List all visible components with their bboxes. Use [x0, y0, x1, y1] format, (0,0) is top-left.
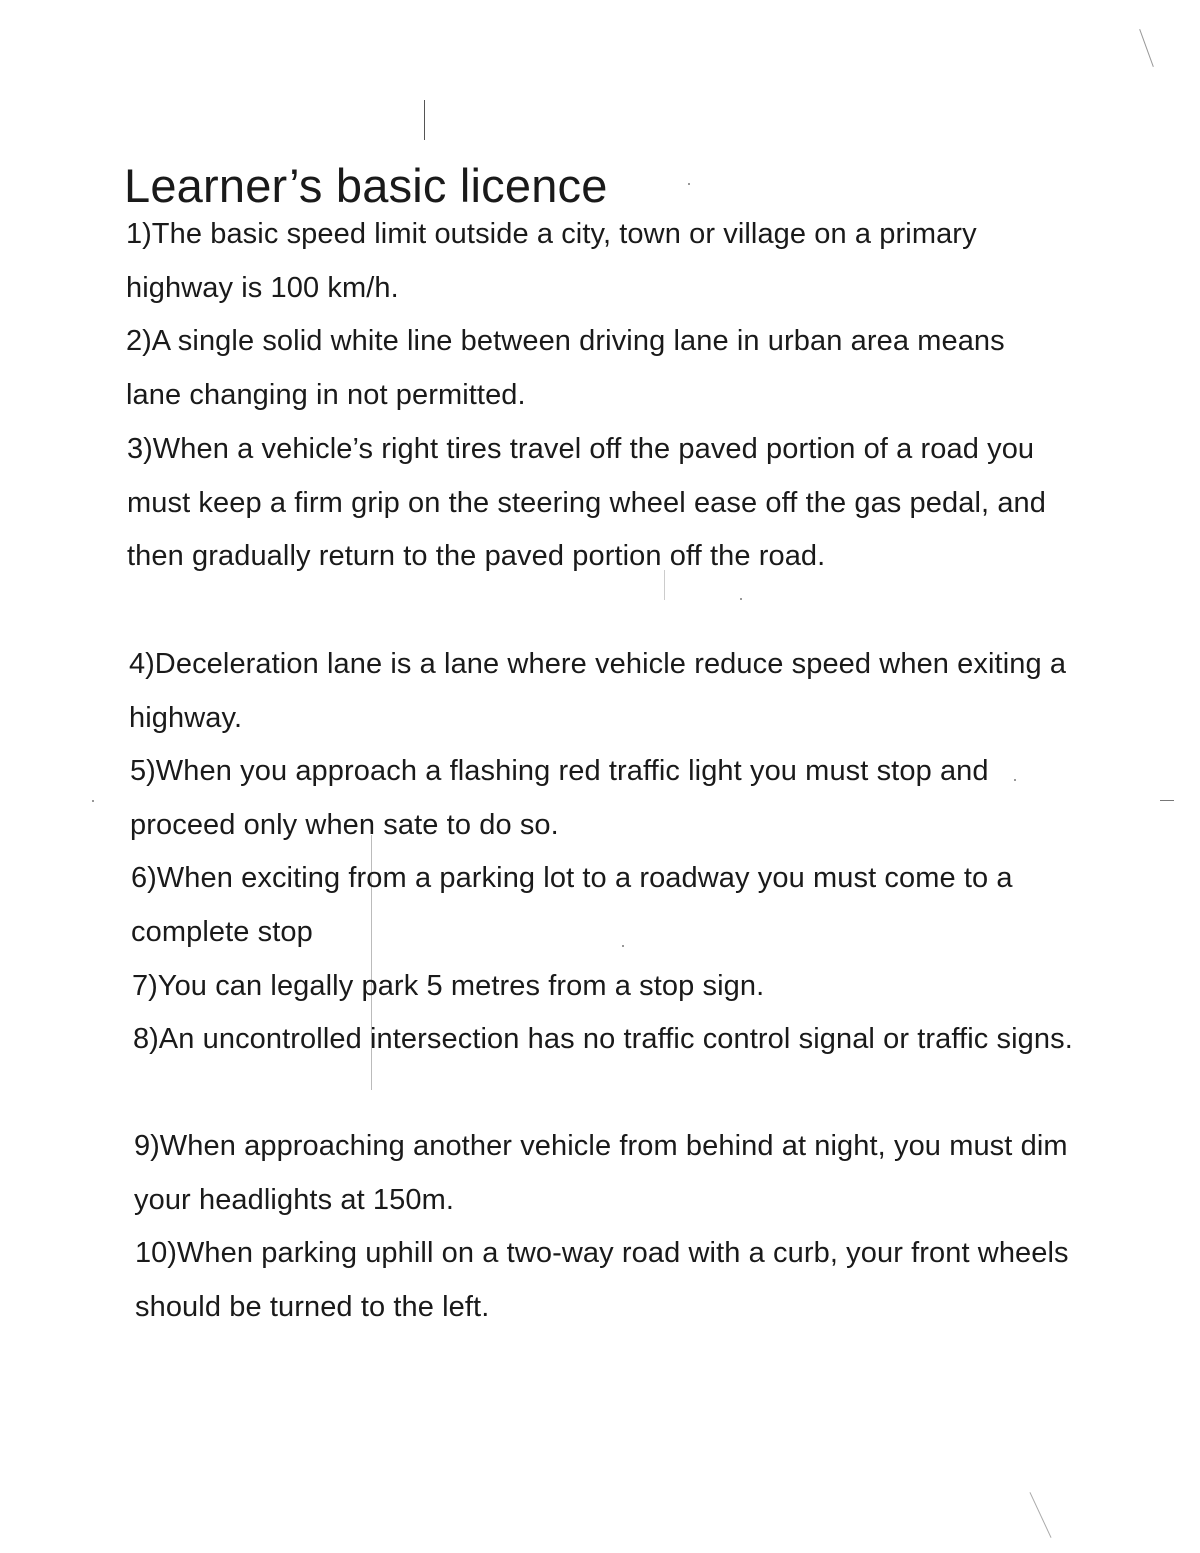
item-text: The basic speed limit outside a city, town or village on a primary highway is 100 km/h.: [126, 218, 977, 304]
item-number: 10): [135, 1237, 177, 1269]
item-number: 7): [132, 970, 158, 1002]
list-item: [127, 423, 1057, 584]
item-number: 9): [134, 1130, 160, 1162]
item-text: A single solid white line between driving lane in urban area means lane changing in not permitted.: [126, 325, 1005, 411]
scan-speck: [1160, 800, 1174, 801]
item-number: 4): [129, 648, 155, 680]
list-item: [129, 638, 1069, 745]
scan-speck: [92, 800, 94, 802]
item-number: 1): [126, 218, 152, 250]
item-text: When exciting from a parking lot to a roadway you must come to a complete stop: [131, 862, 1013, 948]
scan-mark: [1029, 1492, 1051, 1538]
item-number: 2): [126, 325, 152, 357]
item-number: 5): [130, 755, 156, 787]
list-item: [132, 960, 1072, 1014]
item-number: 6): [131, 862, 157, 894]
item-number: 3): [127, 433, 153, 465]
list-item: [133, 1013, 1073, 1067]
scan-mark: [1139, 29, 1154, 67]
scan-mark: [424, 100, 425, 140]
item-text: When parking uphill on a two-way road with a curb, your front wheels should be turned to the left.: [135, 1237, 1069, 1323]
list-item: [126, 315, 1066, 422]
item-text: You can legally park 5 metres from a stop sign.: [157, 970, 765, 1002]
item-text: When you approach a flashing red traffic light you must stop and proceed only when sate to do so.: [130, 755, 989, 841]
list-item: [131, 852, 1071, 959]
item-text: When a vehicle’s right tires travel off the paved portion of a road you must keep a firm grip on the steering wheel ease off the gas pedal, and then gradually return to the paved portion off the road.: [127, 433, 1047, 573]
document-title: Learner’s basic licence: [124, 159, 608, 212]
item-text: An uncontrolled intersection has no traffic control signal or traffic signs.: [158, 1023, 1073, 1055]
list-item: [135, 1227, 1075, 1334]
item-text: When approaching another vehicle from behind at night, you must dim your headlights at 150m.: [134, 1130, 1068, 1216]
list-item: [126, 208, 1066, 315]
item-number: 8): [133, 1023, 159, 1055]
scan-speck: [740, 598, 742, 600]
list-item: [134, 1120, 1074, 1227]
list-item: [130, 745, 1070, 852]
scan-speck: [688, 183, 690, 185]
item-text: Deceleration lane is a lane where vehicle reduce speed when exiting a highway.: [129, 648, 1067, 734]
